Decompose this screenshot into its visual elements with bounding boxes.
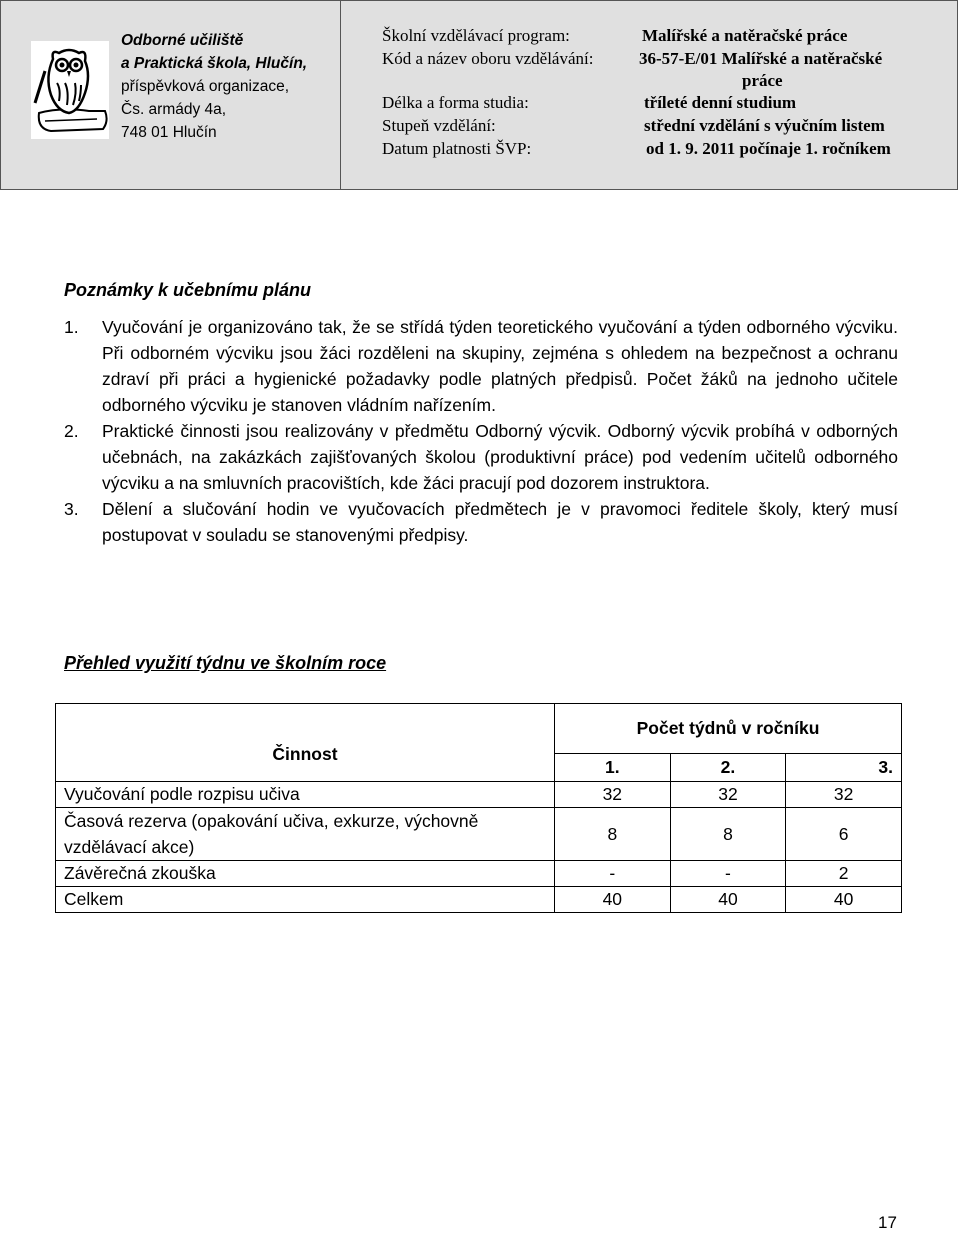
table-row bbox=[56, 887, 902, 913]
education-level-value: střední vzdělání s výučním listem bbox=[644, 116, 885, 135]
activity-cell: Závěrečná zkouška bbox=[56, 861, 555, 887]
value-cell: 32 bbox=[786, 782, 902, 808]
page-number: 17 bbox=[878, 1213, 897, 1232]
note-item bbox=[64, 496, 898, 548]
owl-logo-icon bbox=[31, 41, 109, 139]
program-label: Školní vzdělávací program: bbox=[382, 26, 570, 45]
value-cell: 8 bbox=[670, 808, 786, 861]
program-value: Malířské a natěračské práce bbox=[642, 26, 848, 45]
note-number: 3. bbox=[64, 499, 79, 519]
note-number: 1. bbox=[64, 317, 79, 337]
table-row bbox=[56, 782, 902, 808]
school-address bbox=[121, 29, 307, 144]
note-text: Praktické činnosti jsou realizovány v předmětu Odborný výcvik. Odborný výcvik probíhá v odborných učebnách, na zakázkách zajišťovaných školou (produktivní práce) pod vedením učitelů odborného výcviku a na smluvních pracovištích, kde žáci pracují pod dozorem instruktora. bbox=[102, 421, 898, 493]
notes-list bbox=[64, 314, 898, 548]
note-item bbox=[64, 418, 898, 496]
value-cell: 32 bbox=[670, 782, 786, 808]
table-row bbox=[56, 861, 902, 887]
validity-date-label: Datum platnosti ŠVP: bbox=[382, 139, 532, 158]
activity-cell: Celkem bbox=[56, 887, 555, 913]
field-code-label: Kód a název oboru vzdělávání: bbox=[382, 49, 594, 68]
value-cell: - bbox=[555, 861, 671, 887]
activity-column-header: Činnost bbox=[56, 704, 555, 782]
year-header-2: 2. bbox=[670, 754, 786, 782]
note-number: 2. bbox=[64, 421, 79, 441]
field-code-value: 36-57-E/01 Malířské a natěračské bbox=[639, 49, 883, 68]
weeks-column-header: Počet týdnů v ročníku bbox=[555, 704, 902, 754]
school-name-line1: Odborné učiliště bbox=[121, 32, 244, 49]
school-street: Čs. armády 4a, bbox=[121, 101, 227, 118]
school-org-type: příspěvková organizace, bbox=[121, 78, 290, 95]
weeks-overview-table bbox=[55, 703, 902, 913]
notes-heading: Poznámky k učebnímu plánu bbox=[64, 280, 312, 300]
education-level-label: Stupeň vzdělání: bbox=[382, 116, 496, 135]
overview-heading: Přehled využití týdnu ve školním roce bbox=[64, 653, 387, 673]
school-city: 748 01 Hlučín bbox=[121, 124, 217, 141]
program-info-cell bbox=[342, 1, 959, 189]
field-code-value-cont: práce bbox=[742, 71, 783, 90]
value-cell: 40 bbox=[555, 887, 671, 913]
value-cell: 2 bbox=[786, 861, 902, 887]
value-cell: 40 bbox=[670, 887, 786, 913]
value-cell: 32 bbox=[555, 782, 671, 808]
value-cell: 8 bbox=[555, 808, 671, 861]
note-text: Vyučování je organizováno tak, že se střídá týden teoretického vyučování a týden odborného výcviku. Při odborném výcviku jsou žáci rozděleni na skupiny, zejména s ohledem na bezpečnost a ochranu zdraví při práci a hygienické požadavky podle platných předpisů. Počet žáků na jednoho učitele odborného výcviku je stanoven vládním nařízením. bbox=[102, 317, 898, 415]
value-cell: 6 bbox=[786, 808, 902, 861]
school-name-line2: a Praktická škola, Hlučín, bbox=[121, 55, 308, 72]
value-cell: - bbox=[670, 861, 786, 887]
validity-date-value: od 1. 9. 2011 počínaje 1. ročníkem bbox=[646, 139, 891, 158]
value-cell: 40 bbox=[786, 887, 902, 913]
activity-cell: Časová rezerva (opakování učiva, exkurze, výchovně vzdělávací akce) bbox=[56, 808, 555, 861]
document-header bbox=[0, 0, 958, 190]
school-info-cell bbox=[1, 1, 341, 189]
note-item bbox=[64, 314, 898, 418]
note-text: Dělení a slučování hodin ve vyučovacích předmětech je v pravomoci ředitele školy, který musí postupovat v souladu se stanovenými předpisy. bbox=[102, 499, 898, 545]
study-length-label: Délka a forma studia: bbox=[382, 93, 529, 112]
year-header-3: 3. bbox=[786, 754, 902, 782]
table-row bbox=[56, 808, 902, 861]
year-header-1: 1. bbox=[555, 754, 671, 782]
study-length-value: tříleté denní studium bbox=[644, 93, 797, 112]
activity-cell: Vyučování podle rozpisu učiva bbox=[56, 782, 555, 808]
